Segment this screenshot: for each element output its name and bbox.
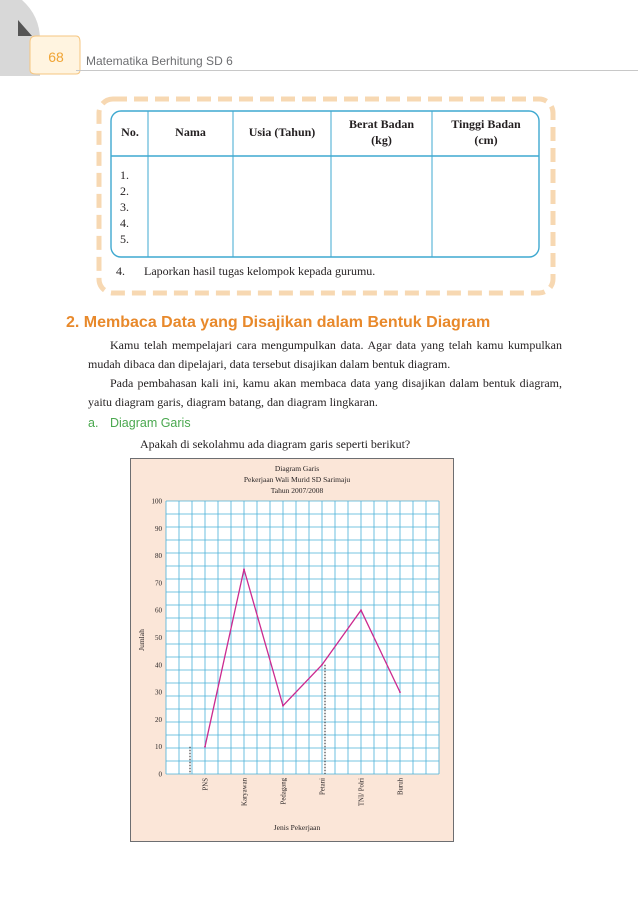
paragraph: Kamu telah mempelajari cara mengumpulkan data. Agar data yang telah kamu kumpulkan mudah dibaca dan dipelajari, data tersebut disajikan dalam bentuk diagram. [88,338,562,371]
plot-area [166,501,439,774]
column-header-berat: Berat Badan [348,117,414,131]
data-point [204,746,206,748]
y-tick-label: 20 [155,715,162,724]
y-tick-label: 0 [158,770,162,779]
y-tick-label: 50 [155,634,162,642]
data-point [399,691,401,693]
data-point [321,664,323,666]
task-number: 4. [116,264,125,278]
x-tick-label: TNI/ Polri [358,778,366,807]
x-tick-label: Petani [319,778,327,795]
y-tick-label: 60 [155,606,162,615]
header-rule [76,70,638,71]
y-tick-label: 70 [155,579,162,588]
y-tick-label: 90 [155,524,162,533]
table-row-number: 4. [120,216,129,230]
table-row-number: 3. [120,200,129,214]
y-axis-label: Jumlah [137,629,146,651]
subsection-title-text: Diagram Garis [110,416,191,430]
subsection-label: a. [88,416,99,430]
column-header-no: No. [121,125,139,139]
section-title-text: Membaca Data yang Disajikan dalam Bentuk Diagram [83,314,491,331]
column-header-berat-unit: (kg) [371,133,392,147]
x-tick-label: Buruh [397,778,405,795]
data-point [282,705,284,707]
column-header-nama: Nama [175,125,206,139]
x-tick-label: Karyawan [241,778,249,806]
column-header-tinggi-unit: (cm) [474,133,498,147]
y-tick-label: 10 [155,743,162,752]
data-point [243,568,245,570]
data-point [360,609,362,611]
x-tick-label: Pedagang [280,778,288,805]
task-text: Laporkan hasil tugas kelompok kepada gurumu. [144,264,376,278]
chart-grid [166,501,439,774]
page-number: 68 [48,49,64,65]
book-title: Matematika Berhitung SD 6 [86,54,233,68]
line-chart [130,458,454,842]
section-title [66,314,490,332]
chart-subtitle: Pekerjaan Wali Murid SD Sarimaju [243,475,351,484]
column-header-tinggi: Tinggi Badan [451,117,521,131]
table-row-number: 1. [120,168,129,182]
y-tick-label: 100 [151,497,162,506]
table-row-number: 5. [120,232,129,246]
task-item-4 [116,264,375,279]
x-axis-label: Jenis Pekerjaan [273,823,321,832]
chart-title: Diagram Garis [274,464,320,473]
x-tick-label: PNS [202,778,210,791]
y-tick-label: 40 [155,661,162,670]
paragraph: Pada pembahasan kali ini, kamu akan membaca data yang disajikan dalam bentuk diagram, yaitu diagram garis, diagram batang, dan diagram lingkaran. [88,376,562,409]
subsection-title [88,416,191,430]
table-row-number: 2. [120,184,129,198]
question-text: Apakah di sekolahmu ada diagram garis seperti berikut? [140,437,411,451]
section-number: 2. [66,314,80,331]
chart-subtitle: Tahun 2007/2008 [270,486,324,495]
y-tick-label: 80 [155,552,162,561]
y-tick-label: 30 [155,688,162,697]
column-header-usia: Usia (Tahun) [248,125,316,139]
